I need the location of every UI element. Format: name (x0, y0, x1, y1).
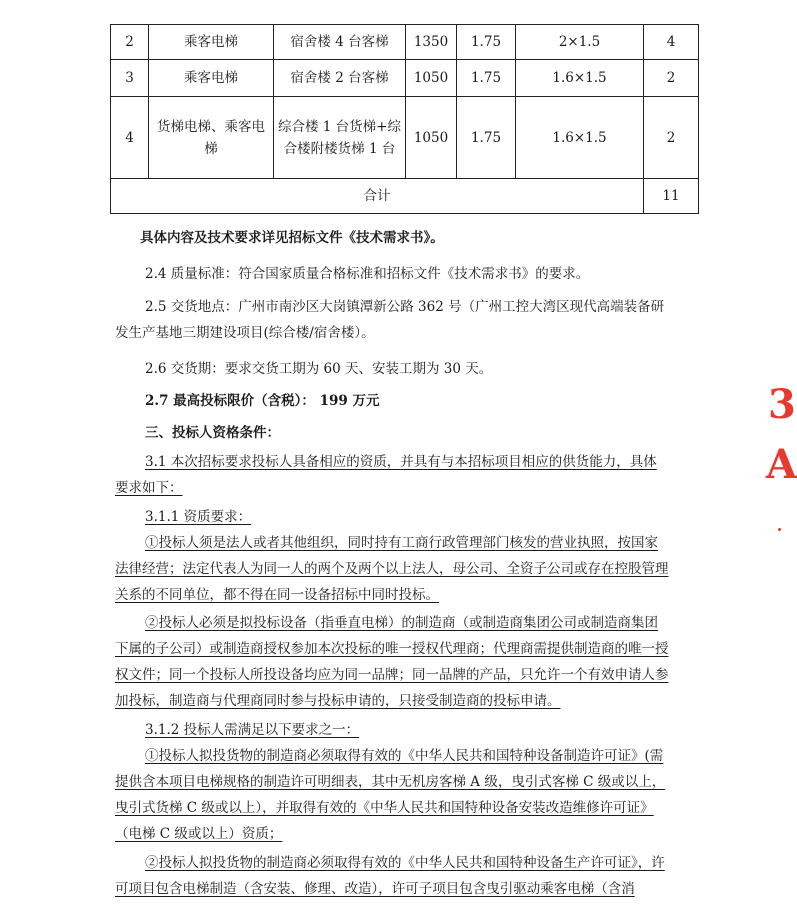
cell-speed: 1.75 (457, 25, 516, 60)
total-value: 11 (644, 179, 699, 214)
para-2-4: 2.4 质量标准：符合国家质量合格标准和招标文件《技术需求书》的要求。 (145, 266, 590, 282)
cell-location: 宿舍楼 4 台客梯 (274, 25, 406, 60)
cell-location: 综合楼 1 台货梯+综合楼附楼货梯 1 台 (274, 97, 406, 179)
para-3-1-1: 3.1.1 资质要求： (145, 509, 252, 525)
clause-3-1-1-a: ①投标人须是法人或者其他组织，同时持有工商行政管理部门核发的营业执照，按国家法律经营；法定代表人为同一人的两个及两个以上法人，母公司、全资子公司或存在控股管理关系的不同单位，都不得在同一设备招标中同时投标。 (115, 535, 669, 603)
para-3-1-2: 3.1.2 投标人需满足以下要求之一： (145, 722, 360, 738)
cell-no: 2 (111, 25, 149, 60)
para-2-6: 2.6 交货期：要求交货工期为 60 天、安装工期为 30 天。 (145, 361, 493, 377)
cell-no: 4 (111, 97, 149, 179)
cell-size: 2×1.5 (516, 25, 644, 60)
cell-location: 宿舍楼 2 台客梯 (274, 60, 406, 97)
cell-speed: 1.75 (457, 60, 516, 97)
clause-3-1-2-a: ①投标人拟投货物的制造商必须取得有效的《中华人民共和国特种设备制造许可证》(需提供含本项目电梯规格的制造许可明细表，其中无机房客梯 A 级，曳引式客梯 C 级或以上，曳引式货梯 C 级或以上），并取得有效的《中华人民共和国特种设备安装改造维修许可证》（电梯 C 级或以上）资质； (115, 748, 666, 842)
cell-type: 货梯电梯、乘客电梯 (149, 97, 274, 179)
table-row (111, 25, 699, 60)
cell-speed: 1.75 (457, 97, 516, 179)
table-row (111, 97, 699, 179)
cell-qty: 2 (644, 60, 699, 97)
section-3-heading: 三、投标人资格条件： (145, 425, 280, 441)
para-3-1: 3.1 本次招标要求投标人具备相应的资质，并具有与本招标项目相应的供货能力，具体要求如下： (115, 454, 657, 496)
cell-size: 1.6×1.5 (516, 97, 644, 179)
cell-qty: 2 (644, 97, 699, 179)
para-2-5: 2.5 交货地点：广州市南沙区大岗镇潭新公路 362 号（广州工控大湾区现代高端装备研发生产基地三期建设项目(综合楼/宿舍楼）。 (115, 299, 665, 341)
cell-load: 1050 (406, 97, 457, 179)
cell-load: 1050 (406, 60, 457, 97)
cell-no: 3 (111, 60, 149, 97)
total-label: 合计 (111, 179, 644, 214)
para-2-7: 2.7 最高投标限价（含税）： 199 万元 (145, 393, 380, 409)
cell-qty: 4 (644, 25, 699, 60)
table-row (111, 60, 699, 97)
table-total-row (111, 179, 699, 214)
cell-type: 乘客电梯 (149, 60, 274, 97)
cell-load: 1350 (406, 25, 457, 60)
clause-3-1-1-b: ②投标人必须是拟投标设备（指垂直电梯）的制造商（或制造商集团公司或制造商集团下属的子公司）或制造商授权参加本次投标的唯一授权代理商；代理商需提供制造商的唯一授权文件；同一个投标人所投设备均应为同一品牌；同一品牌的产品，只允许一个有效申请人参加投标，制造商与代理商同时参与投标申请的，只接受制造商的投标申请。 (115, 615, 669, 709)
elevator-table (110, 24, 699, 214)
cell-type: 乘客电梯 (149, 25, 274, 60)
cell-size: 1.6×1.5 (516, 60, 644, 97)
clause-3-1-2-b: ②投标人拟投货物的制造商必须取得有效的《中华人民共和国特种设备生产许可证》，许可项目包含电梯制造（含安装、修理、改造），许可子项目包含曳引驱动乘客电梯（含消 (115, 855, 665, 897)
detail-note: 具体内容及技术要求详见招标文件《技术需求书》。 (140, 230, 444, 246)
